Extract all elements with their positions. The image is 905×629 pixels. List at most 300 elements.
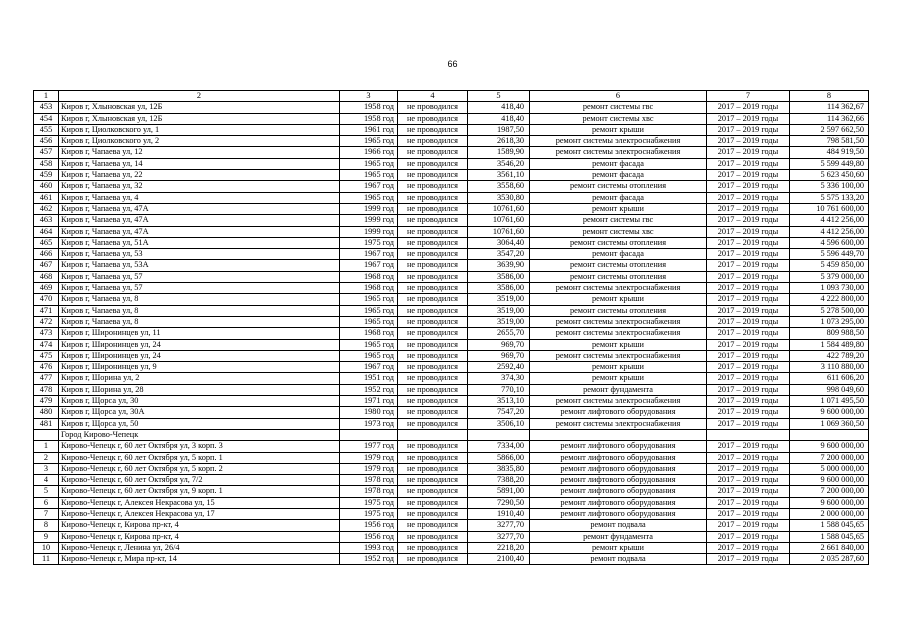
cost-cell: 3 110 880,00 <box>790 362 869 373</box>
build-year-cell: 1951 год <box>340 373 398 384</box>
address-cell: Кирово-Чепецк г, Алексея Некрасова ул, 17 <box>59 508 340 519</box>
empty-cell <box>340 429 398 440</box>
last-repair-cell: не проводился <box>398 554 468 565</box>
table-row <box>34 497 869 508</box>
table-row <box>34 407 869 418</box>
table-row <box>34 215 869 226</box>
period-cell: 2017 – 2019 годы <box>707 384 790 395</box>
last-repair-cell: не проводился <box>398 305 468 316</box>
area-cell: 2592,40 <box>468 362 530 373</box>
period-cell: 2017 – 2019 годы <box>707 339 790 350</box>
work-type-cell: ремонт системы электроснабжения <box>530 147 707 158</box>
address-cell: Киров г, Чапаева ул, 47А <box>59 203 340 214</box>
address-cell: Кирово-Чепецк г, 60 лет Октября ул, 5 корп. 2 <box>59 463 340 474</box>
cost-cell: 9 600 000,00 <box>790 497 869 508</box>
table-row <box>34 542 869 553</box>
row-number-cell: 476 <box>34 362 59 373</box>
last-repair-cell: не проводился <box>398 260 468 271</box>
last-repair-cell: не проводился <box>398 328 468 339</box>
period-cell: 2017 – 2019 годы <box>707 215 790 226</box>
row-number-cell: 8 <box>34 520 59 531</box>
area-cell: 7334,00 <box>468 441 530 452</box>
last-repair-cell: не проводился <box>398 542 468 553</box>
table-row <box>34 531 869 542</box>
last-repair-cell: не проводился <box>398 136 468 147</box>
work-type-cell: ремонт системы электроснабжения <box>530 418 707 429</box>
area-cell: 2618,30 <box>468 136 530 147</box>
address-cell: Кирово-Чепецк г, Мира пр-кт, 14 <box>59 554 340 565</box>
last-repair-cell: не проводился <box>398 203 468 214</box>
address-cell: Киров г, Чапаева ул, 8 <box>59 305 340 316</box>
build-year-cell: 1975 год <box>340 508 398 519</box>
header-cell: 8 <box>790 91 869 102</box>
area-cell: 3513,10 <box>468 396 530 407</box>
period-cell: 2017 – 2019 годы <box>707 226 790 237</box>
area-cell: 7388,20 <box>468 475 530 486</box>
build-year-cell: 1979 год <box>340 452 398 463</box>
work-type-cell: ремонт системы электроснабжения <box>530 350 707 361</box>
empty-cell <box>468 429 530 440</box>
row-number-cell: 479 <box>34 396 59 407</box>
row-number-cell: 473 <box>34 328 59 339</box>
period-cell: 2017 – 2019 годы <box>707 249 790 260</box>
address-cell: Киров г, Шорина ул, 28 <box>59 384 340 395</box>
cost-cell: 1 588 045,65 <box>790 520 869 531</box>
address-cell: Кирово-Чепецк г, Алексея Некрасова ул, 15 <box>59 497 340 508</box>
area-cell: 10761,60 <box>468 215 530 226</box>
period-cell: 2017 – 2019 годы <box>707 192 790 203</box>
work-type-cell: ремонт системы электроснабжения <box>530 396 707 407</box>
address-cell: Киров г, Широнинцев ул, 9 <box>59 362 340 373</box>
address-cell: Киров г, Широнинцев ул, 24 <box>59 339 340 350</box>
work-type-cell: ремонт фасада <box>530 192 707 203</box>
area-cell: 3530,80 <box>468 192 530 203</box>
cost-cell: 998 049,60 <box>790 384 869 395</box>
period-cell: 2017 – 2019 годы <box>707 170 790 181</box>
area-cell: 3586,00 <box>468 271 530 282</box>
cost-cell: 4 596 600,00 <box>790 237 869 248</box>
last-repair-cell: не проводился <box>398 497 468 508</box>
address-cell: Киров г, Хлыновская ул, 12Б <box>59 102 340 113</box>
address-cell: Киров г, Щорса ул, 30 <box>59 396 340 407</box>
build-year-cell: 1999 год <box>340 203 398 214</box>
address-cell: Киров г, Циолковского ул, 2 <box>59 136 340 147</box>
row-number-cell: 464 <box>34 226 59 237</box>
last-repair-cell: не проводился <box>398 181 468 192</box>
last-repair-cell: не проводился <box>398 373 468 384</box>
last-repair-cell: не проводился <box>398 158 468 169</box>
cost-cell: 9 600 000,00 <box>790 441 869 452</box>
address-cell: Киров г, Чапаева ул, 4 <box>59 192 340 203</box>
row-number-cell: 475 <box>34 350 59 361</box>
address-cell: Киров г, Чапаева ул, 51А <box>59 237 340 248</box>
table-row <box>34 124 869 135</box>
area-cell: 2218,20 <box>468 542 530 553</box>
empty-cell <box>398 429 468 440</box>
cost-cell: 4 412 256,00 <box>790 226 869 237</box>
build-year-cell: 1968 год <box>340 271 398 282</box>
row-number-cell: 481 <box>34 418 59 429</box>
last-repair-cell: не проводился <box>398 249 468 260</box>
last-repair-cell: не проводился <box>398 102 468 113</box>
period-cell: 2017 – 2019 годы <box>707 158 790 169</box>
work-type-cell: ремонт лифтового оборудования <box>530 508 707 519</box>
address-cell: Киров г, Чапаева ул, 8 <box>59 316 340 327</box>
last-repair-cell: не проводился <box>398 316 468 327</box>
table-row <box>34 249 869 260</box>
area-cell: 3277,70 <box>468 531 530 542</box>
area-cell: 418,40 <box>468 113 530 124</box>
build-year-cell: 1965 год <box>340 350 398 361</box>
cost-cell: 484 919,50 <box>790 147 869 158</box>
address-cell: Киров г, Чапаева ул, 8 <box>59 294 340 305</box>
empty-cell <box>790 429 869 440</box>
build-year-cell: 1977 год <box>340 441 398 452</box>
period-cell: 2017 – 2019 годы <box>707 418 790 429</box>
address-cell: Кирово-Чепецк г, Кирова пр-кт, 4 <box>59 520 340 531</box>
address-cell: Киров г, Чапаева ул, 53А <box>59 260 340 271</box>
last-repair-cell: не проводился <box>398 531 468 542</box>
row-number-cell: 3 <box>34 463 59 474</box>
row-number-cell: 469 <box>34 283 59 294</box>
table-row <box>34 554 869 565</box>
area-cell: 2655,70 <box>468 328 530 339</box>
address-cell: Киров г, Щорса ул, 50 <box>59 418 340 429</box>
table-row <box>34 508 869 519</box>
address-cell: Киров г, Чапаева ул, 12 <box>59 147 340 158</box>
area-cell: 3547,20 <box>468 249 530 260</box>
area-cell: 3546,20 <box>468 158 530 169</box>
area-cell: 3519,00 <box>468 294 530 305</box>
work-type-cell: ремонт фасада <box>530 249 707 260</box>
last-repair-cell: не проводился <box>398 226 468 237</box>
cost-cell: 2 597 662,50 <box>790 124 869 135</box>
build-year-cell: 1965 год <box>340 305 398 316</box>
build-year-cell: 1967 год <box>340 249 398 260</box>
work-type-cell: ремонт лифтового оборудования <box>530 486 707 497</box>
build-year-cell: 1978 год <box>340 475 398 486</box>
period-cell: 2017 – 2019 годы <box>707 542 790 553</box>
last-repair-cell: не проводился <box>398 147 468 158</box>
work-type-cell: ремонт системы отопления <box>530 237 707 248</box>
cost-cell: 611 606,20 <box>790 373 869 384</box>
build-year-cell: 1965 год <box>340 294 398 305</box>
area-cell: 374,30 <box>468 373 530 384</box>
table-row <box>34 113 869 124</box>
row-number-cell: 477 <box>34 373 59 384</box>
build-year-cell: 1966 год <box>340 147 398 158</box>
period-cell: 2017 – 2019 годы <box>707 271 790 282</box>
period-cell: 2017 – 2019 годы <box>707 452 790 463</box>
build-year-cell: 1973 год <box>340 418 398 429</box>
table-row <box>34 305 869 316</box>
address-cell: Кирово-Чепецк г, Кирова пр-кт, 4 <box>59 531 340 542</box>
empty-cell <box>530 429 707 440</box>
work-type-cell: ремонт системы хвс <box>530 226 707 237</box>
area-cell: 3519,00 <box>468 305 530 316</box>
header-cell: 3 <box>340 91 398 102</box>
last-repair-cell: не проводился <box>398 271 468 282</box>
build-year-cell: 1971 год <box>340 396 398 407</box>
work-type-cell: ремонт подвала <box>530 554 707 565</box>
row-number-cell: 11 <box>34 554 59 565</box>
table-row <box>34 486 869 497</box>
address-cell: Киров г, Чапаева ул, 22 <box>59 170 340 181</box>
table-row <box>34 520 869 531</box>
empty-cell <box>707 429 790 440</box>
last-repair-cell: не проводился <box>398 124 468 135</box>
row-number-cell: 474 <box>34 339 59 350</box>
period-cell: 2017 – 2019 годы <box>707 316 790 327</box>
table-row <box>34 102 869 113</box>
work-type-cell: ремонт лифтового оборудования <box>530 497 707 508</box>
address-cell: Киров г, Чапаева ул, 57 <box>59 271 340 282</box>
table-row <box>34 475 869 486</box>
row-number-cell: 460 <box>34 181 59 192</box>
address-cell: Киров г, Чапаева ул, 47А <box>59 226 340 237</box>
area-cell: 3561,10 <box>468 170 530 181</box>
section-row <box>34 429 869 440</box>
build-year-cell: 1961 год <box>340 124 398 135</box>
table-row <box>34 271 869 282</box>
cost-cell: 5 000 000,00 <box>790 463 869 474</box>
area-cell: 1910,40 <box>468 508 530 519</box>
row-number-cell: 466 <box>34 249 59 260</box>
cost-cell: 422 789,20 <box>790 350 869 361</box>
build-year-cell: 1999 год <box>340 215 398 226</box>
row-number-cell: 471 <box>34 305 59 316</box>
work-type-cell: ремонт системы электроснабжения <box>530 136 707 147</box>
address-cell: Киров г, Широнинцев ул, 24 <box>59 350 340 361</box>
row-number-cell: 470 <box>34 294 59 305</box>
period-cell: 2017 – 2019 годы <box>707 520 790 531</box>
table-body <box>34 91 869 565</box>
table-row <box>34 136 869 147</box>
last-repair-cell: не проводился <box>398 418 468 429</box>
address-cell: Киров г, Чапаева ул, 14 <box>59 158 340 169</box>
work-type-cell: ремонт системы электроснабжения <box>530 328 707 339</box>
row-number-cell: 467 <box>34 260 59 271</box>
address-cell: Кирово-Чепецк г, Ленина ул, 26/4 <box>59 542 340 553</box>
area-cell: 3277,70 <box>468 520 530 531</box>
work-type-cell: ремонт системы отопления <box>530 271 707 282</box>
row-number-cell: 459 <box>34 170 59 181</box>
area-cell: 10761,60 <box>468 203 530 214</box>
cost-cell: 1 069 360,50 <box>790 418 869 429</box>
address-cell: Киров г, Широнинцев ул, 11 <box>59 328 340 339</box>
address-cell: Киров г, Чапаева ул, 47А <box>59 215 340 226</box>
work-type-cell: ремонт крыши <box>530 124 707 135</box>
work-type-cell: ремонт системы гвс <box>530 102 707 113</box>
area-cell: 3519,00 <box>468 316 530 327</box>
build-year-cell: 1993 год <box>340 542 398 553</box>
row-number-cell: 456 <box>34 136 59 147</box>
work-type-cell: ремонт лифтового оборудования <box>530 441 707 452</box>
period-cell: 2017 – 2019 годы <box>707 362 790 373</box>
last-repair-cell: не проводился <box>398 215 468 226</box>
row-number-cell: 480 <box>34 407 59 418</box>
cost-cell: 10 761 600,00 <box>790 203 869 214</box>
period-cell: 2017 – 2019 годы <box>707 181 790 192</box>
address-cell: Киров г, Чапаева ул, 53 <box>59 249 340 260</box>
build-year-cell: 1965 год <box>340 316 398 327</box>
build-year-cell: 1975 год <box>340 237 398 248</box>
build-year-cell: 1968 год <box>340 283 398 294</box>
period-cell: 2017 – 2019 годы <box>707 350 790 361</box>
last-repair-cell: не проводился <box>398 350 468 361</box>
work-type-cell: ремонт системы отопления <box>530 181 707 192</box>
last-repair-cell: не проводился <box>398 508 468 519</box>
area-cell: 1589,90 <box>468 147 530 158</box>
address-cell: Киров г, Щорса ул, 30А <box>59 407 340 418</box>
cost-cell: 5 623 450,60 <box>790 170 869 181</box>
cost-cell: 7 200 000,00 <box>790 486 869 497</box>
row-number-cell: 465 <box>34 237 59 248</box>
table-row <box>34 362 869 373</box>
work-type-cell: ремонт крыши <box>530 294 707 305</box>
cost-cell: 5 379 000,00 <box>790 271 869 282</box>
table-row <box>34 339 869 350</box>
build-year-cell: 1952 год <box>340 554 398 565</box>
table-row <box>34 463 869 474</box>
build-year-cell: 1980 год <box>340 407 398 418</box>
row-number-cell: 2 <box>34 452 59 463</box>
period-cell: 2017 – 2019 годы <box>707 497 790 508</box>
work-type-cell: ремонт лифтового оборудования <box>530 452 707 463</box>
last-repair-cell: не проводился <box>398 407 468 418</box>
table-row <box>34 226 869 237</box>
header-cell: 1 <box>34 91 59 102</box>
area-cell: 418,40 <box>468 102 530 113</box>
work-type-cell: ремонт системы гвс <box>530 215 707 226</box>
cost-cell: 4 412 256,00 <box>790 215 869 226</box>
period-cell: 2017 – 2019 годы <box>707 554 790 565</box>
period-cell: 2017 – 2019 годы <box>707 283 790 294</box>
cost-cell: 798 581,50 <box>790 136 869 147</box>
work-type-cell: ремонт фундамента <box>530 531 707 542</box>
period-cell: 2017 – 2019 годы <box>707 463 790 474</box>
work-type-cell: ремонт крыши <box>530 339 707 350</box>
table-row <box>34 384 869 395</box>
period-cell: 2017 – 2019 годы <box>707 508 790 519</box>
cost-cell: 1 588 045,65 <box>790 531 869 542</box>
work-type-cell: ремонт крыши <box>530 542 707 553</box>
build-year-cell: 1958 год <box>340 113 398 124</box>
table-row <box>34 452 869 463</box>
work-type-cell: ремонт фундамента <box>530 384 707 395</box>
table-row <box>34 373 869 384</box>
row-number-cell: 458 <box>34 158 59 169</box>
period-cell: 2017 – 2019 годы <box>707 294 790 305</box>
work-type-cell: ремонт подвала <box>530 520 707 531</box>
row-number-cell: 457 <box>34 147 59 158</box>
build-year-cell: 1952 год <box>340 384 398 395</box>
last-repair-cell: не проводился <box>398 283 468 294</box>
period-cell: 2017 – 2019 годы <box>707 136 790 147</box>
cost-cell: 1 073 295,00 <box>790 316 869 327</box>
cost-cell: 5 459 850,00 <box>790 260 869 271</box>
cost-cell: 5 575 133,20 <box>790 192 869 203</box>
build-year-cell: 1965 год <box>340 136 398 147</box>
cost-cell: 114 362,66 <box>790 113 869 124</box>
period-cell: 2017 – 2019 годы <box>707 328 790 339</box>
period-cell: 2017 – 2019 годы <box>707 102 790 113</box>
table-row <box>34 170 869 181</box>
header-cell: 2 <box>59 91 340 102</box>
table-row <box>34 192 869 203</box>
last-repair-cell: не проводился <box>398 475 468 486</box>
period-cell: 2017 – 2019 годы <box>707 203 790 214</box>
area-cell: 1987,50 <box>468 124 530 135</box>
header-cell: 7 <box>707 91 790 102</box>
work-type-cell: ремонт фасада <box>530 158 707 169</box>
area-cell: 3506,10 <box>468 418 530 429</box>
last-repair-cell: не проводился <box>398 384 468 395</box>
address-cell: Кирово-Чепецк г, 60 лет Октября ул, 3 корп. 3 <box>59 441 340 452</box>
table-row <box>34 147 869 158</box>
header-cell: 4 <box>398 91 468 102</box>
cost-cell: 114 362,67 <box>790 102 869 113</box>
period-cell: 2017 – 2019 годы <box>707 441 790 452</box>
area-cell: 3835,80 <box>468 463 530 474</box>
last-repair-cell: не проводился <box>398 486 468 497</box>
build-year-cell: 1978 год <box>340 486 398 497</box>
area-cell: 3558,60 <box>468 181 530 192</box>
last-repair-cell: не проводился <box>398 339 468 350</box>
period-cell: 2017 – 2019 годы <box>707 396 790 407</box>
work-type-cell: ремонт фасада <box>530 170 707 181</box>
area-cell: 3586,00 <box>468 283 530 294</box>
last-repair-cell: не проводился <box>398 362 468 373</box>
last-repair-cell: не проводился <box>398 396 468 407</box>
work-type-cell: ремонт системы электроснабжения <box>530 316 707 327</box>
last-repair-cell: не проводился <box>398 463 468 474</box>
last-repair-cell: не проводился <box>398 237 468 248</box>
area-cell: 3064,40 <box>468 237 530 248</box>
work-type-cell: ремонт лифтового оборудования <box>530 475 707 486</box>
build-year-cell: 1965 год <box>340 170 398 181</box>
cost-cell: 5 278 500,00 <box>790 305 869 316</box>
build-year-cell: 1965 год <box>340 192 398 203</box>
work-type-cell: ремонт крыши <box>530 203 707 214</box>
period-cell: 2017 – 2019 годы <box>707 305 790 316</box>
table-row <box>34 396 869 407</box>
row-number-cell: 454 <box>34 113 59 124</box>
address-cell: Кирово-Чепецк г, 60 лет Октября ул, 5 корп. 1 <box>59 452 340 463</box>
table-row <box>34 418 869 429</box>
work-type-cell: ремонт системы отопления <box>530 260 707 271</box>
last-repair-cell: не проводился <box>398 170 468 181</box>
period-cell: 2017 – 2019 годы <box>707 124 790 135</box>
cost-cell: 1 071 495,50 <box>790 396 869 407</box>
period-cell: 2017 – 2019 годы <box>707 113 790 124</box>
cost-cell: 5 596 449,70 <box>790 249 869 260</box>
table-row <box>34 237 869 248</box>
row-number-cell: 9 <box>34 531 59 542</box>
table-row <box>34 181 869 192</box>
work-type-cell: ремонт крыши <box>530 373 707 384</box>
period-cell: 2017 – 2019 годы <box>707 260 790 271</box>
row-number-cell: 468 <box>34 271 59 282</box>
row-number-cell: 461 <box>34 192 59 203</box>
row-number-cell: 455 <box>34 124 59 135</box>
housing-repair-table <box>33 90 869 565</box>
period-cell: 2017 – 2019 годы <box>707 147 790 158</box>
address-cell: Киров г, Хлыновская ул, 12Б <box>59 113 340 124</box>
table-header-row <box>34 91 869 102</box>
cost-cell: 5 599 449,80 <box>790 158 869 169</box>
row-number-cell: 5 <box>34 486 59 497</box>
